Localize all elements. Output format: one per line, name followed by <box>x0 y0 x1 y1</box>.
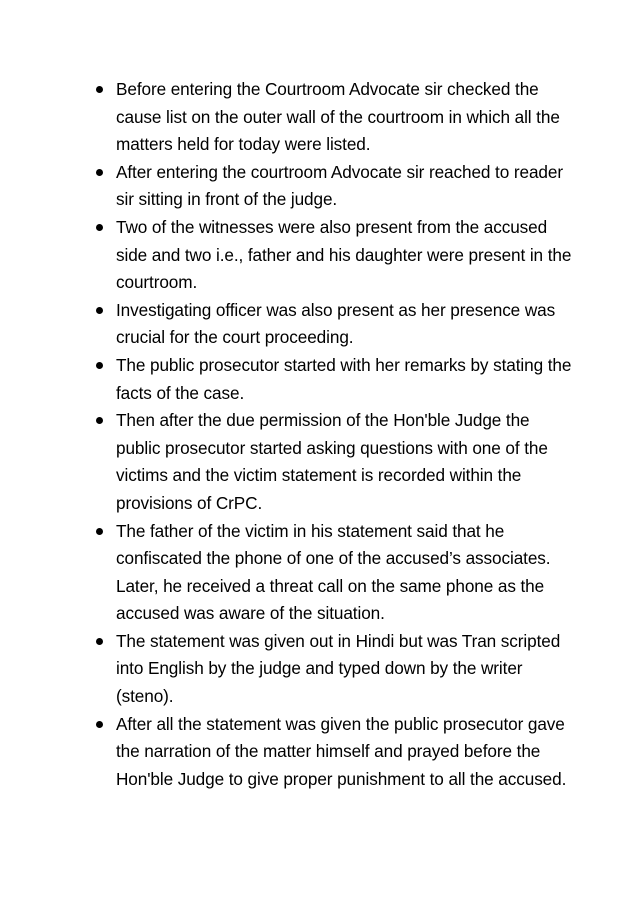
bullet-text: After entering the courtroom Advocate sir reached to reader sir sitting in front of the judge. <box>116 161 563 210</box>
bullet-icon <box>96 362 103 369</box>
bullet-icon <box>96 224 103 231</box>
bullet-icon <box>96 169 103 176</box>
list-item <box>96 76 576 159</box>
bullet-text: The statement was given out in Hindi but was Tran scripted into English by the judge and typed down by the writer (steno). <box>116 630 561 707</box>
bullet-icon <box>96 417 103 424</box>
list-item <box>96 214 576 297</box>
bullet-icon <box>96 307 103 314</box>
list-item <box>96 407 576 517</box>
bullet-text: Two of the witnesses were also present from the accused side and two i.e., father and his daughter were present in the courtroom. <box>116 216 572 293</box>
bullet-text: After all the statement was given the public prosecutor gave the narration of the matter himself and prayed before the Hon'ble Judge to give proper punishment to all the accused. <box>116 713 567 789</box>
bullet-text: Investigating officer was also present as her presence was crucial for the court proceeding. <box>116 299 556 348</box>
bullet-icon <box>96 721 103 728</box>
list-item <box>96 297 576 352</box>
bullet-icon <box>96 86 103 93</box>
list-item <box>96 711 576 794</box>
bullet-text: Before entering the Courtroom Advocate sir checked the cause list on the outer wall of the courtroom in which all the matters held for today were listed. <box>116 79 560 155</box>
bullet-icon <box>96 638 103 645</box>
list-item <box>96 352 576 407</box>
list-item <box>96 628 576 711</box>
list-item <box>96 159 576 214</box>
list-item <box>96 518 576 628</box>
bullet-icon <box>96 528 103 535</box>
bullet-list <box>96 76 576 793</box>
bullet-text: Then after the due permission of the Hon'ble Judge the public prosecutor started asking questions with one of the victims and the victim statement is recorded within the provisions of CrPC. <box>116 410 548 513</box>
bullet-text: The father of the victim in his statement said that he confiscated the phone of one of the accused’s associates. Later, he received a threat call on the same phone as the accused was aware of the situation. <box>116 520 551 624</box>
bullet-text: The public prosecutor started with her remarks by stating the facts of the case. <box>116 354 572 403</box>
